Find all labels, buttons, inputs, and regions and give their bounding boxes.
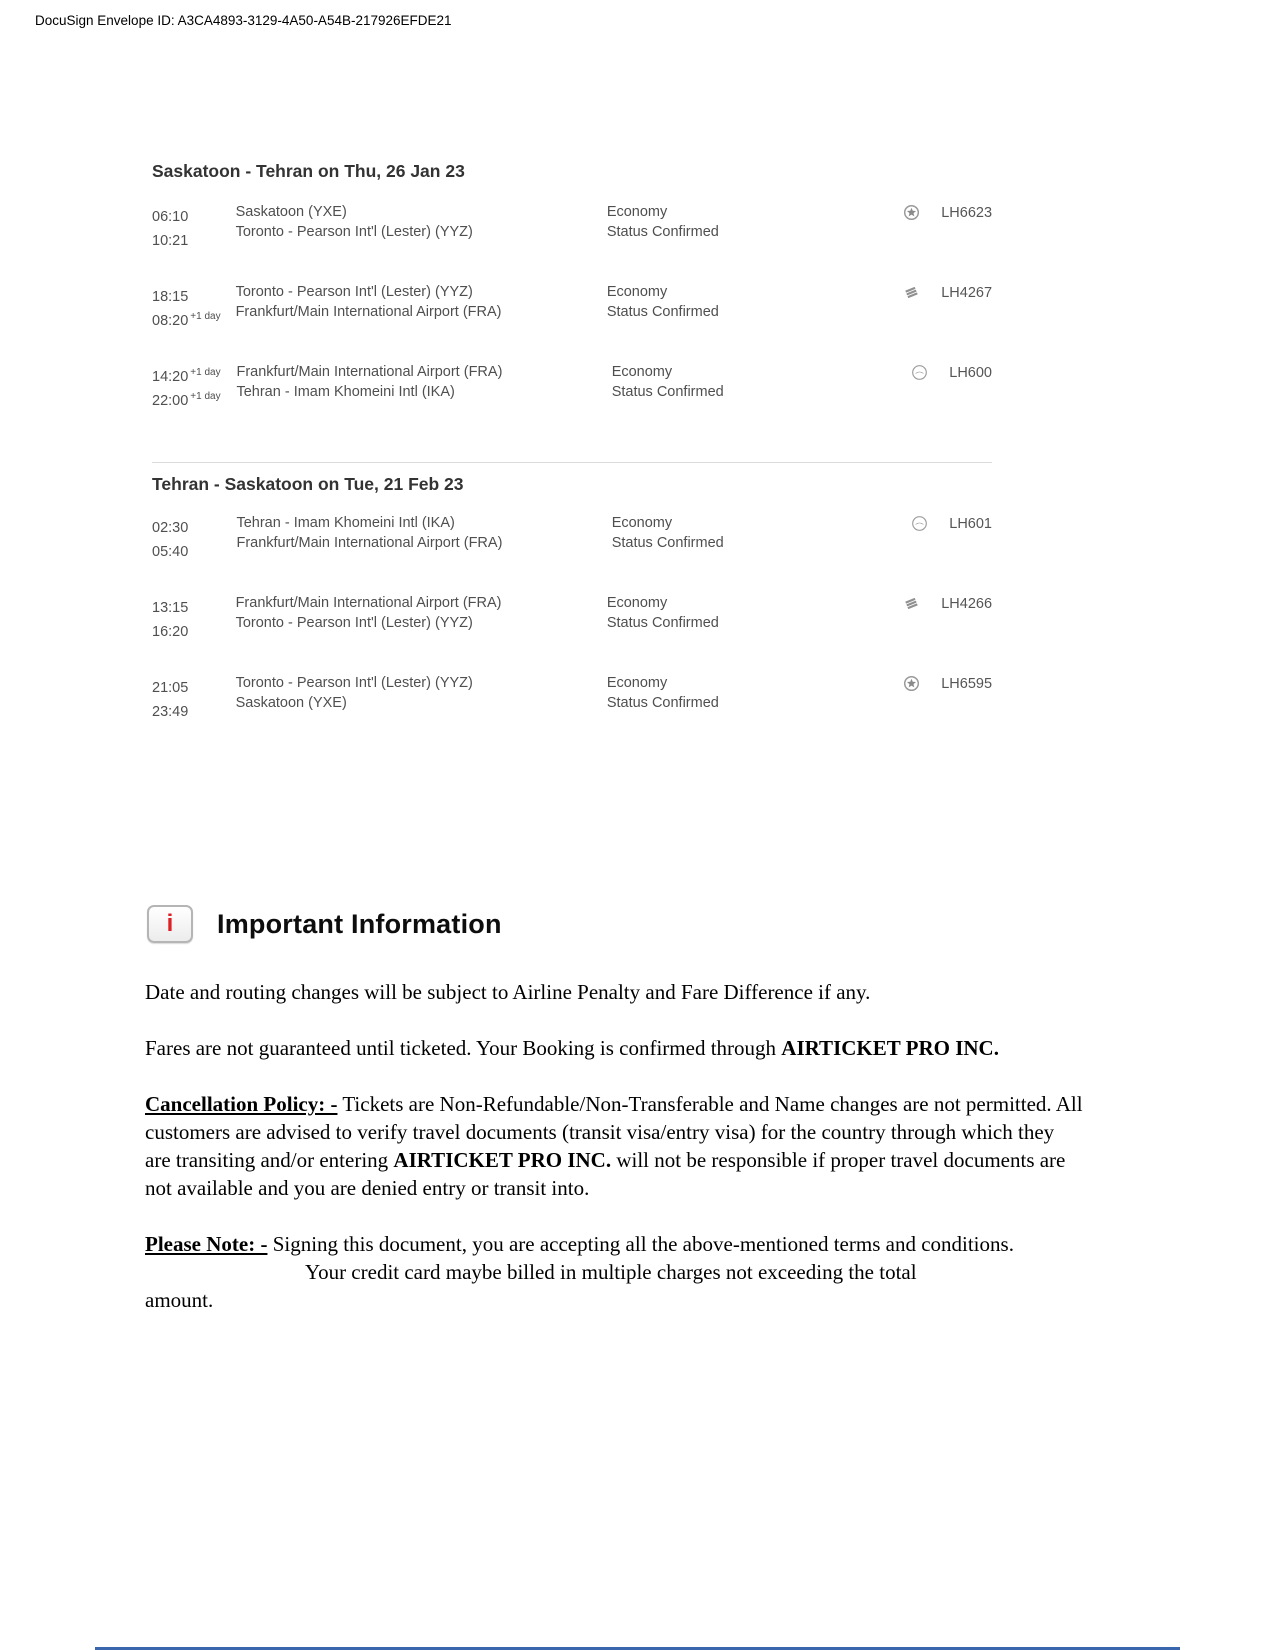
cabin-class: Economy (606, 595, 668, 611)
paragraph-text: Fares are not guaranteed until ticketed. Your Booking is confirmed through (145, 1036, 782, 1060)
paragraph-text: will not be responsible if proper travel documents are not available and you are denied entry or transit into. (145, 1148, 1066, 1200)
flight-number: LH4266 (941, 596, 993, 612)
itinerary-section-title: Saskatoon - Tehran on Thu, 26 Jan 23 (152, 161, 465, 181)
cabin-class: Economy (606, 204, 668, 220)
times-column (152, 594, 236, 643)
departure-time: 02:30 (152, 519, 189, 536)
departure-time: 21:05 (152, 679, 189, 696)
arrival-airport: Toronto - Pearson Int'l (Lester) (YYZ) (235, 223, 473, 240)
paragraph-cancellation-policy (145, 1090, 1085, 1202)
cabin-class: Economy (606, 284, 668, 300)
arrival-airport: Tehran - Imam Khomeini Intl (IKA) (236, 383, 455, 400)
airports-column (236, 594, 607, 643)
lufthansa-crane-icon (911, 515, 928, 532)
arrival-day-offset: +1 day (190, 311, 221, 323)
paragraph-text: Your credit card maybe billed in multiple charges not exceeding the total (305, 1260, 917, 1284)
flight-number-column (903, 283, 992, 332)
paragraph-text: amount. (145, 1288, 214, 1312)
paragraph-text: Date and routing changes will be subject to Airline Penalty and Fare Difference if any. (145, 980, 871, 1004)
departure-day-offset: +1 day (190, 367, 221, 378)
itinerary-section-title: Tehran - Saskatoon on Tue, 21 Feb 23 (152, 474, 464, 494)
arrival-airport: Frankfurt/Main International Airport (FRA) (236, 534, 503, 551)
departure-time: 18:15 (152, 288, 189, 305)
departure-time: 14:20 (152, 368, 189, 385)
docusign-envelope-id: DocuSign Envelope ID: A3CA4893-3129-4A50-A54B-217926EFDE21 (35, 13, 452, 28)
flight-number-column (911, 363, 992, 412)
arrival-time: 10:21 (152, 233, 189, 250)
times-column (152, 674, 236, 723)
departure-airport: Toronto - Pearson Int'l (Lester) (YYZ) (235, 284, 473, 300)
paragraph-fares (145, 1034, 1085, 1062)
cabin-class: Economy (611, 515, 673, 531)
airports-column (236, 514, 611, 563)
flight-row (152, 203, 992, 252)
arrival-time: 16:20 (152, 624, 189, 641)
flight-status: Status Confirmed (606, 223, 719, 240)
cabin-class: Economy (606, 675, 668, 691)
cabin-column (612, 514, 912, 563)
air-canada-roundel-icon (903, 675, 920, 692)
departure-time: 06:10 (152, 208, 189, 225)
flight-number-column (903, 594, 992, 643)
arrival-time: 23:49 (152, 704, 189, 721)
departure-time: 13:15 (152, 599, 189, 616)
times-column (152, 283, 236, 332)
paragraph-please-note (145, 1230, 1085, 1314)
cabin-column (607, 283, 903, 332)
departure-airport: Saskatoon (YXE) (235, 204, 347, 220)
info-icon (147, 905, 193, 943)
arrival-time: 05:40 (152, 544, 189, 561)
paragraph-date-routing (145, 978, 1085, 1006)
flight-number: LH601 (949, 516, 992, 532)
flight-row (152, 514, 992, 563)
important-information-title: Important Information (217, 908, 502, 939)
air-canada-roundel-icon (903, 204, 920, 221)
lufthansa-crane-icon (911, 364, 928, 381)
arrival-day-offset: +1 day (190, 391, 221, 403)
cabin-column (612, 363, 912, 412)
flight-row (152, 594, 992, 643)
info-icon-letter: i (166, 910, 174, 937)
cabin-class: Economy (611, 364, 673, 380)
diagonal-stripes-icon (903, 284, 920, 301)
flight-number: LH4267 (941, 285, 993, 301)
departure-airport: Tehran - Imam Khomeini Intl (IKA) (236, 515, 455, 531)
departure-airport: Toronto - Pearson Int'l (Lester) (YYZ) (235, 675, 473, 691)
flight-status: Status Confirmed (606, 303, 719, 320)
arrival-airport: Toronto - Pearson Int'l (Lester) (YYZ) (235, 614, 473, 631)
section-divider (152, 462, 992, 463)
flight-number-column (903, 203, 992, 252)
flight-status: Status Confirmed (606, 694, 719, 711)
arrival-airport: Frankfurt/Main International Airport (FRA) (235, 303, 502, 320)
flight-number: LH6623 (941, 205, 993, 221)
flight-number: LH600 (949, 365, 992, 381)
airports-column (236, 363, 611, 412)
airports-column (236, 203, 607, 252)
times-column (152, 514, 236, 563)
cancellation-policy-label: Cancellation Policy: - (145, 1092, 338, 1116)
flight-row (152, 283, 992, 332)
flight-status: Status Confirmed (611, 534, 724, 551)
times-column (152, 363, 236, 412)
airports-column (236, 674, 607, 723)
flight-number-column (903, 674, 992, 723)
paragraph-text: Tickets are Non-Refundable/Non-Transferable and Name changes are not permitted. All customers are advised to verify travel documents (transit visa/entry visa) for the country through which they are transiting and/or entering (145, 1092, 1083, 1172)
diagonal-stripes-icon (903, 595, 920, 612)
airports-column (236, 283, 607, 332)
flight-number: LH6595 (941, 676, 993, 692)
departure-airport: Frankfurt/Main International Airport (FRA) (236, 364, 503, 380)
cabin-column (607, 203, 903, 252)
agency-name-bold: AIRTICKET PRO INC. (393, 1148, 612, 1172)
flight-status: Status Confirmed (606, 614, 719, 631)
times-column (152, 203, 236, 252)
cabin-column (607, 594, 903, 643)
flight-row (152, 363, 992, 412)
arrival-airport: Saskatoon (YXE) (235, 694, 347, 711)
arrival-time: 22:00 (152, 393, 189, 410)
flight-number-column (911, 514, 992, 563)
paragraph-text: Signing this document, you are accepting all the above-mentioned terms and conditions. (267, 1232, 1014, 1256)
terms-text-block (145, 978, 1085, 1342)
departure-airport: Frankfurt/Main International Airport (FRA) (235, 595, 502, 611)
important-information-header (147, 905, 502, 943)
flight-status: Status Confirmed (611, 383, 724, 400)
cabin-column (607, 674, 903, 723)
agency-name-bold: AIRTICKET PRO INC. (781, 1036, 999, 1060)
flight-row (152, 674, 992, 723)
please-note-label: Please Note: - (145, 1232, 268, 1256)
arrival-time: 08:20 (152, 313, 189, 330)
